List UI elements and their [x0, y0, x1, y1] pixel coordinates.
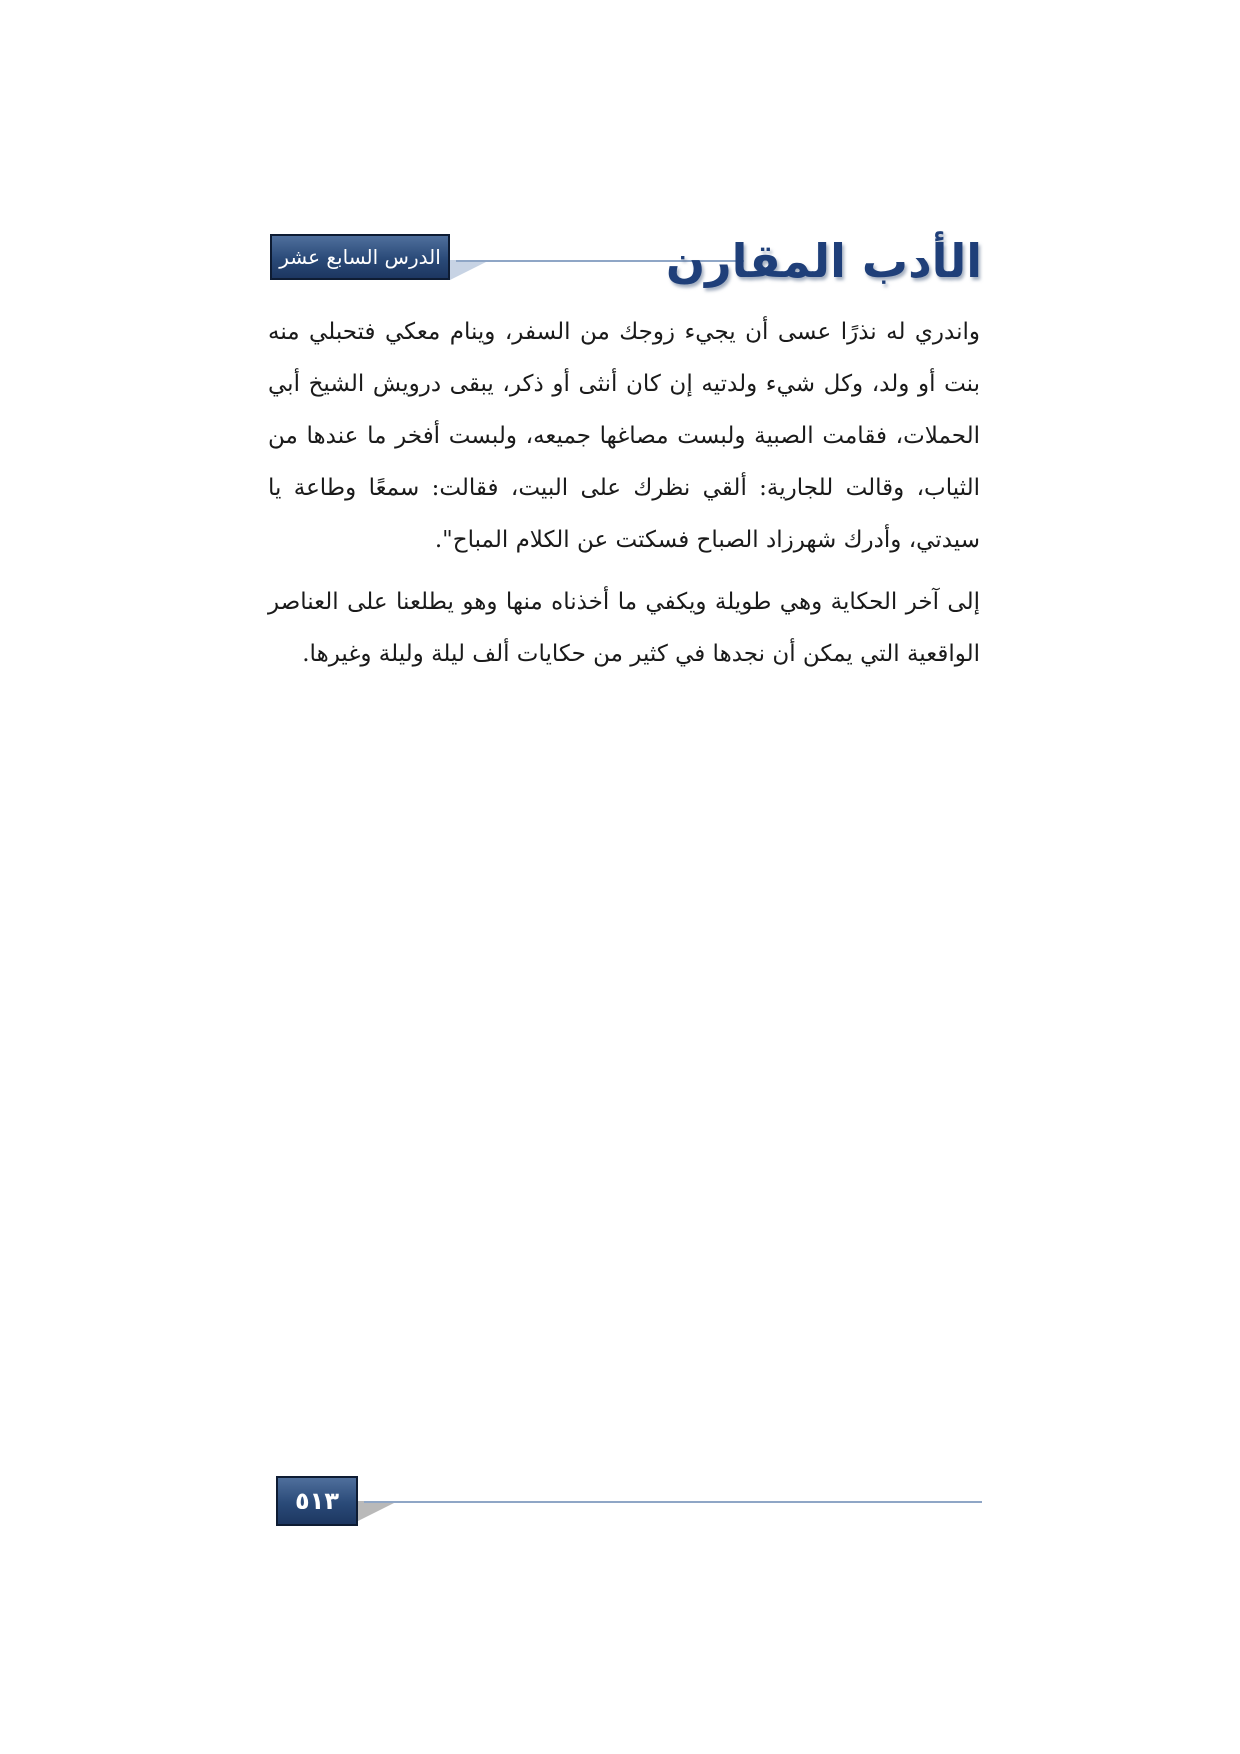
paragraph-2: إلى آخر الحكاية وهي طويلة ويكفي ما أخذناه منها وهو يطلعنا على العناصر الواقعية التي يمكن أن نجدها في كثير من حكايات ألف ليلة وليلة وغيرها. [268, 589, 980, 667]
page-number: ٥١٣ [276, 1476, 358, 1526]
book-title: الأدب المقارن [665, 234, 982, 288]
page-header [270, 230, 982, 292]
page-footer [276, 1476, 982, 1536]
body-text [268, 306, 980, 680]
paragraph-1: واندري له نذرًا عسى أن يجيء زوجك من السفر، وينام معكي فتحبلي منه بنت أو ولد، وكل شيء ولدتيه إن كان أنثى أو ذكر، يبقى درويش الشيخ أبي الحملات، فقامت الصبية ولبست مصاغها جميعه، ولبست أفخر ما عندها من الثياب، وقالت للجارية: ألقي نظرك على البيت، فقالت: سمعًا وطاعة يا سيدتي، وأدرك شهرزاد الصباح فسكتت عن الكلام المباح". [268, 319, 980, 553]
header-decorative-wedge [450, 260, 490, 280]
footer-decorative-wedge [358, 1501, 398, 1521]
footer-rule [364, 1501, 982, 1503]
lesson-badge: الدرس السابع عشر [270, 234, 450, 280]
